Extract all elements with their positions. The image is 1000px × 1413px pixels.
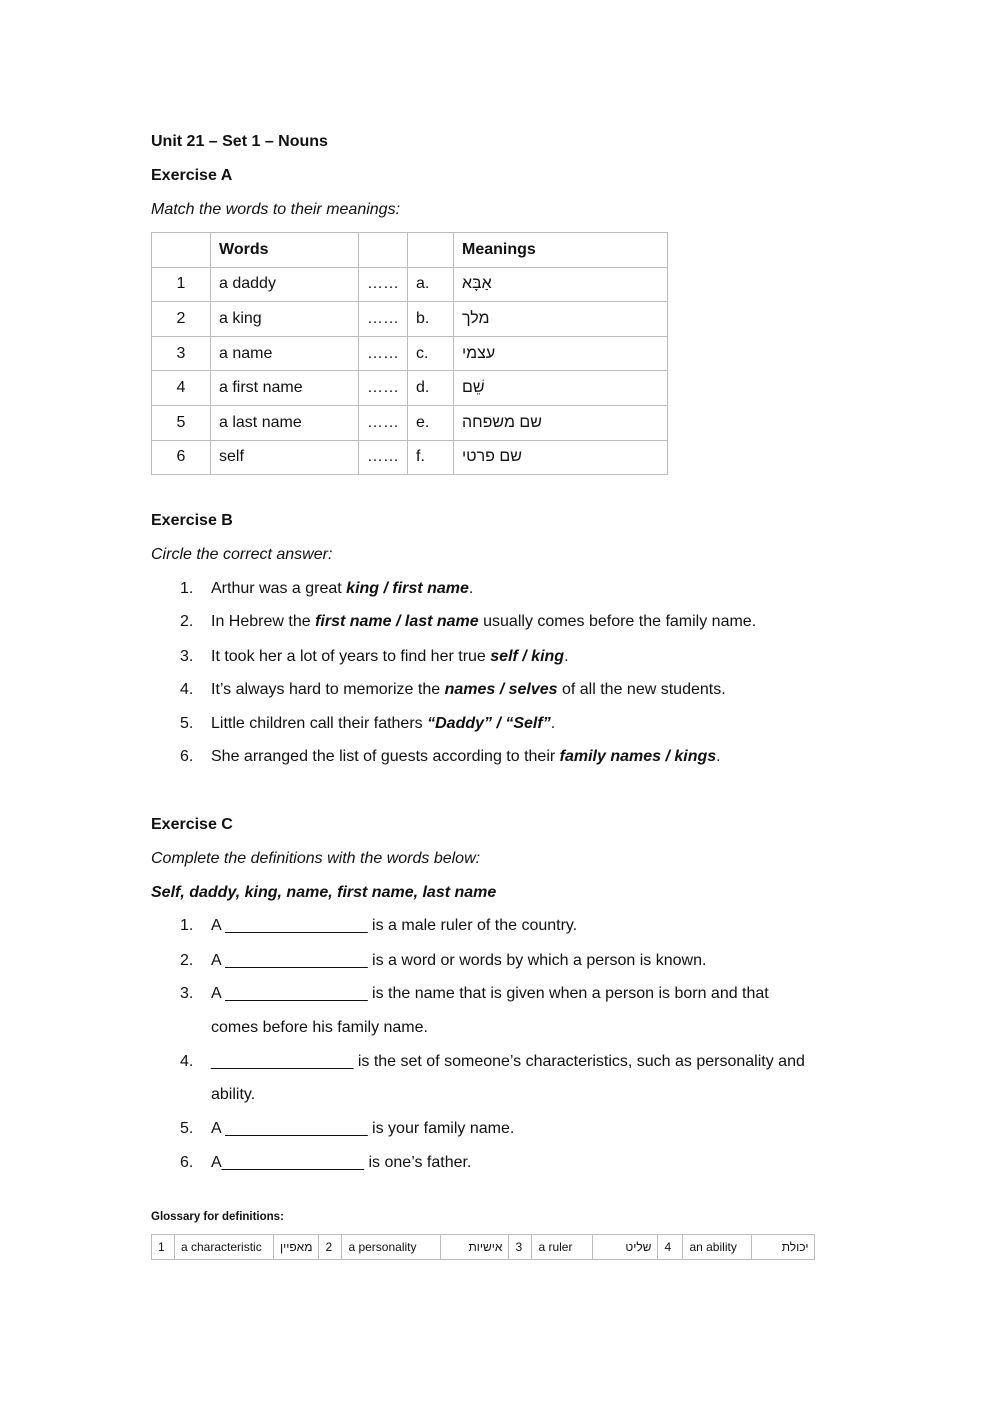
answer-choice[interactable]: family names / kings	[559, 748, 717, 765]
definition-text[interactable]: A ________________ is the name that is given when a person is born and that	[211, 985, 769, 1002]
meaning-hebrew: אַבָּא	[462, 275, 492, 293]
definition-text[interactable]: A ________________ is a male ruler of the country.	[211, 917, 578, 934]
answer-choice[interactable]: “Daddy” / “Self”	[427, 715, 551, 732]
definition-continuation: comes before his family name.	[211, 1019, 428, 1036]
definition-continuation: ability.	[211, 1086, 256, 1103]
answer-choice[interactable]: king / first name	[346, 580, 469, 597]
meaning-hebrew: מלך	[462, 309, 490, 327]
definition-text[interactable]: A ________________ is a word or words by which a person is known.	[211, 952, 707, 969]
matching-table	[151, 232, 668, 475]
list-item: 1. Arthur was a great king / first name.	[180, 580, 474, 597]
exercise-c-instruction: Complete the definitions with the words below:	[151, 850, 481, 867]
answer-choice[interactable]: first name / last name	[315, 613, 479, 630]
table-row: 3 a name …… c. עצמי	[152, 336, 668, 371]
glossary-table	[151, 1234, 815, 1260]
glossary-title: Glossary for definitions:	[151, 1211, 284, 1223]
list-item: 5. Little children call their fathers “Daddy” / “Self”.	[180, 715, 556, 732]
list-item: 4. It’s always hard to memorize the names / selves of all the new students.	[180, 681, 726, 698]
answer-choice[interactable]: names / selves	[444, 681, 558, 698]
table-row: 1 a daddy …… a. אַבָּא	[152, 267, 668, 302]
answer-choice[interactable]: self / king	[490, 648, 565, 665]
list-item: 2. In Hebrew the first name / last name usually comes before the family name.	[180, 613, 757, 630]
table-header-row	[152, 233, 668, 268]
answer-blank[interactable]: ……	[359, 371, 408, 406]
meaning-hebrew: שֵׁם	[462, 379, 485, 397]
list-item: 1. A ________________ is a male ruler of the country.	[180, 917, 578, 934]
answer-blank[interactable]: ……	[359, 440, 408, 475]
table-row: 2 a king …… b. מלך	[152, 302, 668, 337]
table-row: 5 a last name …… e. שם משפחה	[152, 405, 668, 440]
answer-blank[interactable]: ……	[359, 267, 408, 302]
answer-blank[interactable]: ……	[359, 302, 408, 337]
meaning-hebrew: עצמי	[462, 344, 496, 362]
exercise-a-instruction: Match the words to their meanings:	[151, 201, 401, 218]
meaning-hebrew: שם משפחה	[462, 413, 542, 431]
list-item: 2. A ________________ is a word or words by which a person is known.	[180, 952, 707, 969]
exercise-b-title: Exercise B	[151, 512, 233, 529]
header-meanings: Meanings	[454, 233, 668, 268]
meaning-hebrew: שם פרטי	[462, 448, 522, 466]
answer-blank[interactable]: ……	[359, 405, 408, 440]
word-bank: Self, daddy, king, name, first name, last name	[151, 884, 497, 901]
list-item: 4. ________________ is the set of someone’s characteristics, such as personality and	[180, 1053, 805, 1070]
unit-title: Unit 21 – Set 1 – Nouns	[151, 133, 328, 150]
definition-text[interactable]: A ________________ is your family name.	[211, 1120, 515, 1137]
definition-text[interactable]: ________________ is the set of someone’s characteristics, such as personality and	[211, 1053, 805, 1070]
table-row: 6 self …… f. שם פרטי	[152, 440, 668, 475]
definition-text[interactable]: A________________ is one’s father.	[211, 1154, 472, 1171]
answer-blank[interactable]: ……	[359, 336, 408, 371]
list-item: 6. She arranged the list of guests according to their family names / kings.	[180, 748, 721, 765]
list-item: 6. A________________ is one’s father.	[180, 1154, 472, 1171]
list-item: 5. A ________________ is your family name.	[180, 1120, 515, 1137]
exercise-b-instruction: Circle the correct answer:	[151, 546, 333, 563]
exercise-c-title: Exercise C	[151, 816, 233, 833]
exercise-a-title: Exercise A	[151, 167, 233, 184]
glossary-row: 1 a characteristic מאפיין 2 a personality אישיות 3 a ruler שליט 4 an ability יכולת	[152, 1235, 815, 1260]
header-words: Words	[211, 233, 359, 268]
table-row: 4 a first name …… d. שֵׁם	[152, 371, 668, 406]
list-item: 3. It took her a lot of years to find her true self / king.	[180, 648, 569, 665]
list-item: 3. A ________________ is the name that is given when a person is born and that	[180, 985, 769, 1002]
